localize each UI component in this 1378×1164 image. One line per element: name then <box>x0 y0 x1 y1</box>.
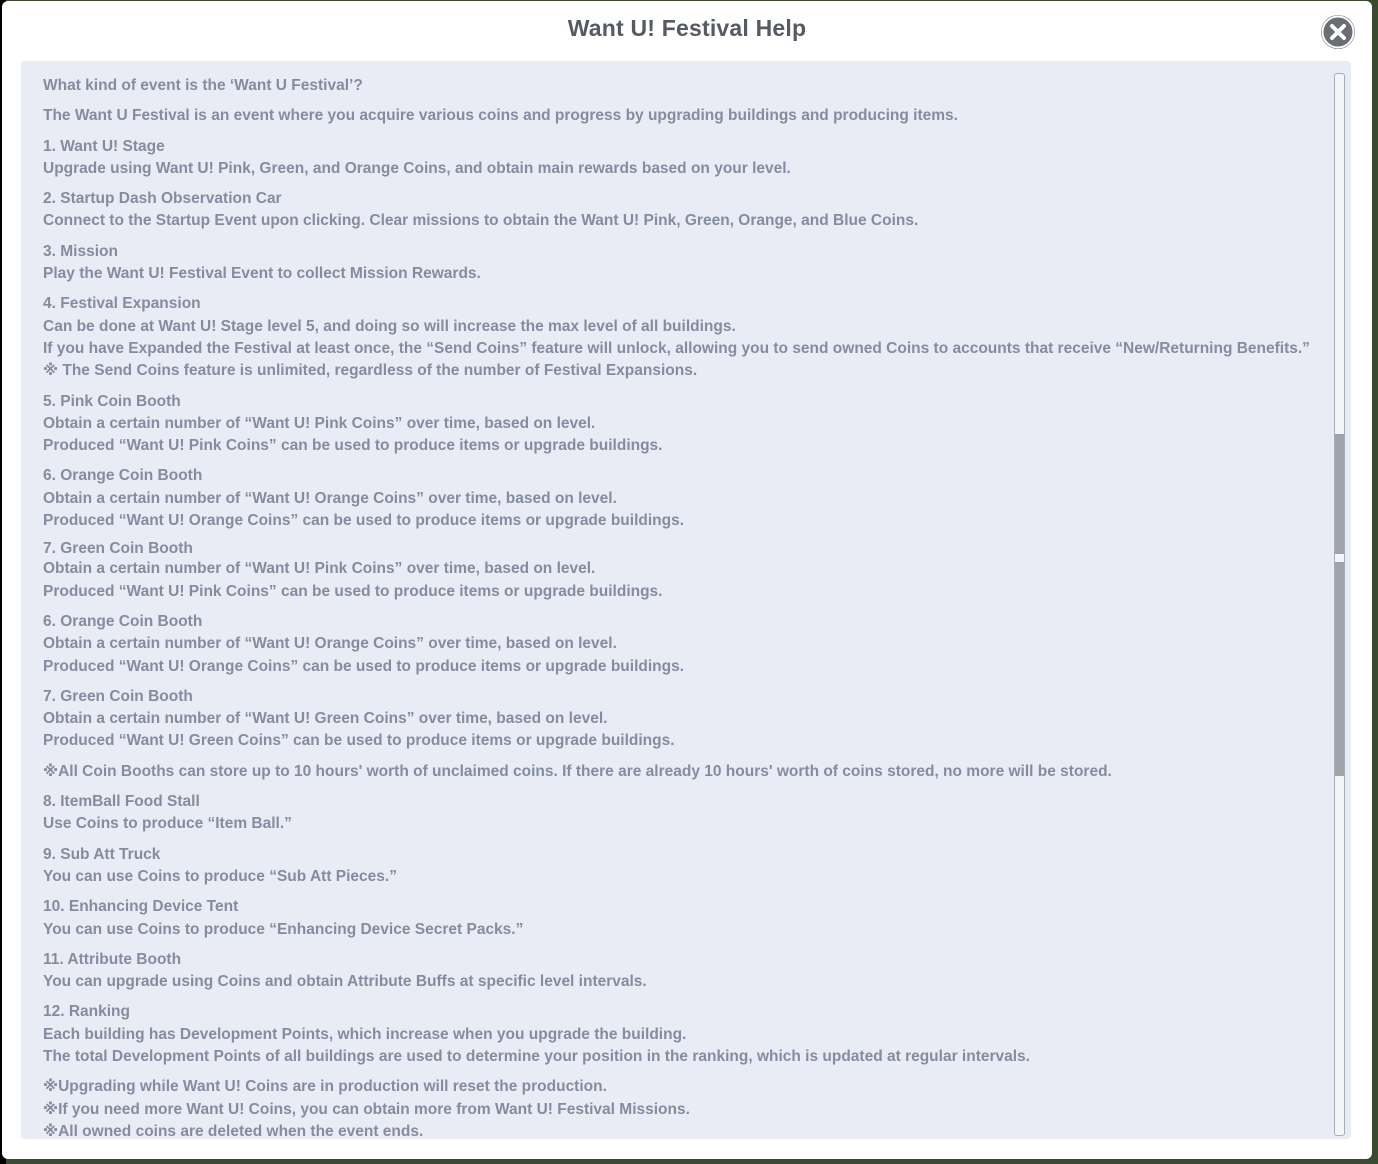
section-green-coin-booth-repeat <box>43 686 1323 753</box>
section-line: Obtain a certain number of “Want U! Orange Coins” over time, based on level. <box>43 489 617 507</box>
section-want-u-stage <box>43 136 1323 181</box>
section-line: Produced “Want U! Orange Coins” can be used to produce items or upgrade buildings. <box>43 512 685 530</box>
section-title: 7. Green Coin Booth <box>43 687 193 705</box>
section-line: Produced “Want U! Pink Coins” can be used to produce items or upgrade buildings. <box>43 582 663 600</box>
section-line: Produced “Want U! Green Coins” can be used to produce items or upgrade buildings. <box>43 732 675 750</box>
dialog-title: Want U! Festival Help <box>567 15 807 41</box>
section-title: 5. Pink Coin Booth <box>43 392 181 410</box>
section-startup-dash <box>43 188 1323 233</box>
section-enhancing-device-tent <box>43 896 1323 941</box>
help-dialog <box>2 1 1372 1159</box>
section-ranking <box>43 1001 1323 1068</box>
section-title: 7. Green Coin Booth <box>43 540 193 558</box>
help-intro: The Want U Festival is an event where you acquire various coins and progress by upgrading buildings and producing items. <box>43 107 958 125</box>
section-mission <box>43 241 1323 286</box>
section-green-coin-booth <box>43 540 1323 603</box>
section-festival-expansion <box>43 293 1323 382</box>
section-line: Can be done at Want U! Stage level 5, and doing so will increase the max level of all buildings. <box>43 317 736 335</box>
help-content-panel[interactable] <box>21 61 1351 1139</box>
booth-storage-note: ※All Coin Booths can store up to 10 hours' worth of unclaimed coins. If there are already 10 hours' worth of coins stored, no more will be stored. <box>43 762 1112 780</box>
help-heading: What kind of event is the ‘Want U Festival’? <box>43 77 363 94</box>
section-line: Obtain a certain number of “Want U! Orange Coins” over time, based on level. <box>43 635 617 653</box>
close-button[interactable] <box>1321 15 1355 49</box>
final-notes <box>43 1076 1323 1139</box>
section-line: Produced “Want U! Orange Coins” can be used to produce items or upgrade buildings. <box>43 657 685 675</box>
section-title: 11. Attribute Booth <box>43 950 182 968</box>
section-line: Obtain a certain number of “Want U! Pink Coins” over time, based on level. <box>43 560 596 578</box>
section-line: Play the Want U! Festival Event to collect Mission Rewards. <box>43 265 481 283</box>
section-line: ※ The Send Coins feature is unlimited, regardless of the number of Festival Expansions. <box>43 362 698 380</box>
section-title: 10. Enhancing Device Tent <box>43 898 239 916</box>
note-line: ※If you need more Want U! Coins, you can obtain more from Want U! Festival Missions. <box>43 1100 690 1118</box>
section-line: Connect to the Startup Event upon clicking. Clear missions to obtain the Want U! Pink, Green, Orange, and Blue Coins. <box>43 212 919 230</box>
section-title: 8. ItemBall Food Stall <box>43 793 200 811</box>
section-line: Obtain a certain number of “Want U! Pink Coins” over time, based on level. <box>43 414 596 432</box>
section-pink-coin-booth <box>43 391 1323 458</box>
section-line: Obtain a certain number of “Want U! Green Coins” over time, based on level. <box>43 710 608 728</box>
section-title: 4. Festival Expansion <box>43 295 201 313</box>
section-line: If you have Expanded the Festival at least once, the “Send Coins” feature will unlock, allowing you to send owned Coins to accounts that receive “New/Returning Benefits.” <box>43 339 1310 357</box>
note-line: ※All owned coins are deleted when the event ends. <box>43 1122 424 1139</box>
section-title: 12. Ranking <box>43 1003 130 1021</box>
section-title: 6. Orange Coin Booth <box>43 612 203 630</box>
vertical-scrollbar[interactable] <box>1334 73 1345 1136</box>
section-line: You can use Coins to produce “Enhancing Device Secret Packs.” <box>43 920 524 938</box>
section-title: 6. Orange Coin Booth <box>43 467 203 485</box>
section-title: 1. Want U! Stage <box>43 137 165 155</box>
section-attribute-booth <box>43 949 1323 994</box>
section-sub-att-truck <box>43 844 1323 889</box>
section-line: Use Coins to produce “Item Ball.” <box>43 815 292 833</box>
section-itemball-food-stall <box>43 791 1323 836</box>
section-title: 2. Startup Dash Observation Car <box>43 190 282 208</box>
section-line: The total Development Points of all buildings are used to determine your position in the ranking, which is updated at regular intervals. <box>43 1047 1030 1065</box>
section-title: 9. Sub Att Truck <box>43 845 161 863</box>
help-text <box>43 75 1323 1139</box>
close-icon <box>1321 15 1355 49</box>
note-line: ※Upgrading while Want U! Coins are in production will reset the production. <box>43 1078 607 1096</box>
scrollbar-thumb[interactable] <box>1335 562 1344 776</box>
section-line: You can use Coins to produce “Sub Att Pieces.” <box>43 867 397 885</box>
section-line: Each building has Development Points, which increase when you upgrade the building. <box>43 1025 687 1043</box>
section-line: You can upgrade using Coins and obtain Attribute Buffs at specific level intervals. <box>43 973 647 991</box>
section-line: Upgrade using Want U! Pink, Green, and Orange Coins, and obtain main rewards based on your level. <box>43 159 791 177</box>
section-line: Produced “Want U! Pink Coins” can be used to produce items or upgrade buildings. <box>43 437 663 455</box>
scrollbar-thumb[interactable] <box>1335 434 1344 554</box>
section-orange-coin-booth <box>43 465 1323 532</box>
section-orange-coin-booth-repeat <box>43 611 1323 678</box>
section-title: 3. Mission <box>43 242 118 260</box>
